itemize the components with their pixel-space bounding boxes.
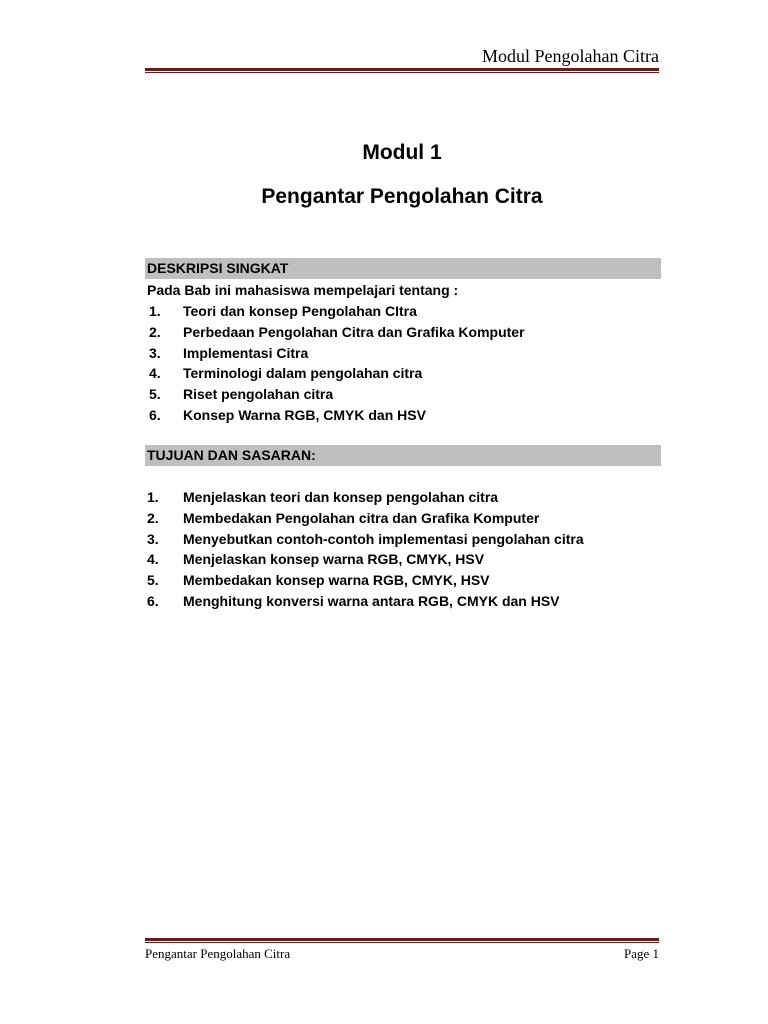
list-item bbox=[147, 487, 584, 508]
description-list bbox=[147, 301, 525, 426]
list-number: 5. bbox=[149, 386, 161, 403]
list-number: 1. bbox=[147, 489, 159, 505]
list-text: Membedakan konsep warna RGB, CMYK, HSV bbox=[183, 572, 490, 589]
list-text: Teori dan konsep Pengolahan CItra bbox=[183, 303, 417, 319]
module-title: Modul 1 bbox=[362, 141, 442, 164]
description-intro: Pada Bab ini mahasiswa mempelajari tentang : bbox=[147, 282, 459, 298]
list-text: Perbedaan Pengolahan Citra dan Grafika Komputer bbox=[183, 323, 525, 340]
footer-rule bbox=[145, 938, 659, 943]
list-number: 2. bbox=[147, 509, 159, 526]
footer-title: Pengantar Pengolahan Citra bbox=[145, 946, 291, 961]
list-item bbox=[147, 384, 525, 405]
list-number: 4. bbox=[147, 551, 159, 568]
running-header-title: Modul Pengolahan Citra bbox=[482, 46, 659, 66]
title-block bbox=[145, 138, 659, 212]
module-subtitle: Pengantar Pengolahan Citra bbox=[261, 185, 543, 208]
list-item bbox=[147, 508, 584, 529]
list-item bbox=[147, 570, 584, 591]
list-item bbox=[147, 343, 525, 364]
list-text: Menjelaskan konsep warna RGB, CMYK, HSV bbox=[183, 551, 485, 568]
list-item bbox=[147, 529, 584, 550]
list-text: Terminologi dalam pengolahan citra bbox=[183, 365, 423, 382]
list-number: 5. bbox=[147, 572, 159, 589]
section-heading-description: DESKRIPSI SINGKAT bbox=[145, 258, 661, 279]
list-item bbox=[147, 549, 584, 570]
list-item bbox=[147, 405, 525, 426]
list-text: Implementasi Citra bbox=[183, 344, 309, 361]
list-number: 1. bbox=[149, 303, 161, 319]
list-number: 6. bbox=[149, 406, 161, 423]
list-number: 4. bbox=[149, 365, 161, 382]
list-item bbox=[147, 322, 525, 343]
list-text: Riset pengolahan citra bbox=[183, 386, 334, 403]
list-text: Menyebutkan contoh-contoh implementasi pengolahan citra bbox=[183, 530, 584, 547]
list-item bbox=[147, 591, 584, 612]
section-heading-goals: TUJUAN DAN SASARAN: bbox=[145, 445, 661, 466]
list-number: 3. bbox=[149, 344, 161, 361]
header-rule bbox=[145, 68, 659, 73]
list-text: Membedakan Pengolahan citra dan Grafika Komputer bbox=[183, 509, 540, 526]
list-item bbox=[147, 363, 525, 384]
list-number: 3. bbox=[147, 530, 159, 547]
list-number: 2. bbox=[149, 323, 161, 340]
list-text: Konsep Warna RGB, CMYK dan HSV bbox=[183, 406, 426, 423]
goals-list bbox=[147, 487, 584, 612]
list-number: 6. bbox=[147, 592, 159, 609]
list-text: Menjelaskan teori dan konsep pengolahan citra bbox=[183, 489, 499, 505]
page-number: Page 1 bbox=[623, 946, 659, 961]
list-item bbox=[147, 301, 525, 322]
list-text: Menghitung konversi warna antara RGB, CMYK dan HSV bbox=[183, 592, 560, 609]
